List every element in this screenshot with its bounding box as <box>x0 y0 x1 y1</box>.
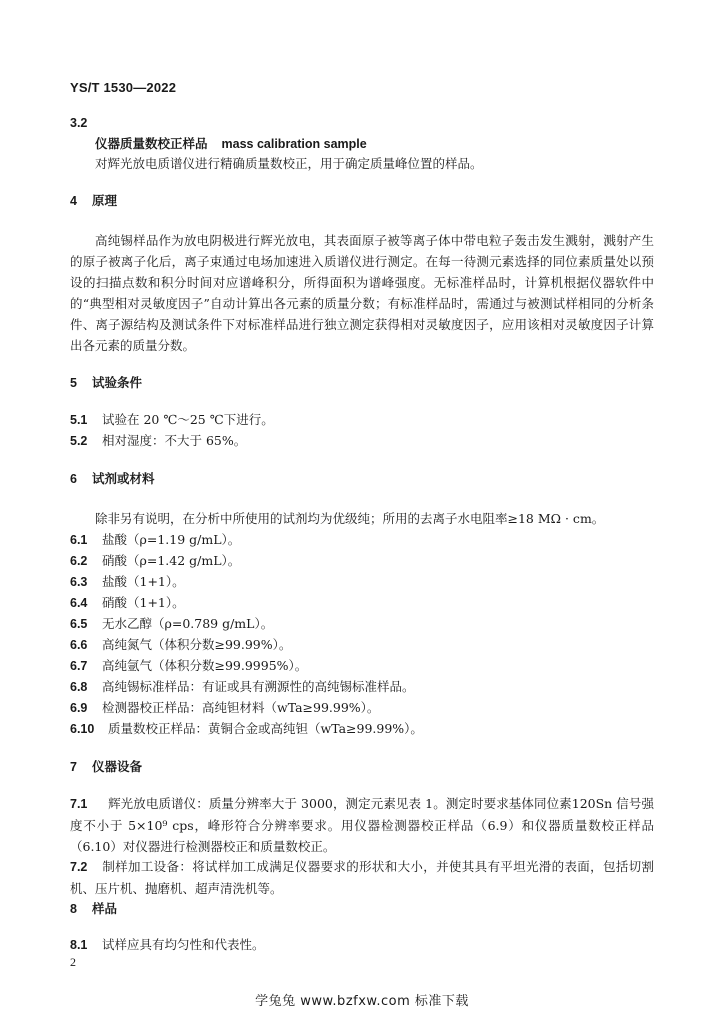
equipment-paragraph: 7.1 辉光放电质谱仪：质量分辨率大于 3000，测定元素见表 1。测定时要求基体同位素120Sn 信号强度不小于 5×10⁹ cps，峰形符合分辨率要求。用仪器检测器校正样品（6.9）和仪器质量数校正样品（6.10）对仪器进行检测器校正和质量数校正。 <box>70 796 654 854</box>
list-item: 6.4 硝酸（1+1）。 <box>70 595 185 610</box>
clause-number: 3.2 <box>70 116 88 130</box>
list-item: 6.2 硝酸（ρ=1.42 g/mL）。 <box>70 553 241 568</box>
principle-paragraph: 高纯锡样品作为放电阴极进行辉光放电，其表面原子被等离子体中带电粒子轰击发生溅射，溅射产生的原子被离子化后，离子束通过电场加速进入质谱仪进行测定。在每一待测元素选择的同位素质量处以预设的扫描点数和积分时间对应谱峰积分，所得面积为谱峰强度。无标准样品时，计算机根据仪器软件中的“典型相对灵敏度因子”自动计算出各元素的质量分数；有标准样品时，需通过与被测试样相同的分析条件、离子源结构及测试条件下对标准样品进行独立测定获得相对灵敏度因子，应用该相对灵敏度因子计算出各元素的质量分数。 <box>70 233 654 353</box>
list-item: 6.7 高纯氩气（体积分数≥99.9995%）。 <box>70 658 308 673</box>
list-item: 6.9 检测器校正样品：高纯钽材料（wTa≥99.99%）。 <box>70 700 380 715</box>
reagent-intro: 除非另有说明，在分析中所使用的试剂均为优级纯；所用的去离子水电阻率≥18 MΩ · cm。 <box>95 511 605 526</box>
section-heading: 4 原理 <box>70 193 118 208</box>
list-item: 5.1 试验在 20 ℃～25 ℃下进行。 <box>70 412 274 427</box>
list-item: 6.10 质量数校正样品：黄铜合金或高纯钽（wTa≥99.99%）。 <box>70 721 423 736</box>
list-item: 6.8 高纯锡标准样品：有证或具有溯源性的高纯锡标准样品。 <box>70 679 415 694</box>
list-item: 6.6 高纯氮气（体积分数≥99.99%）。 <box>70 637 292 652</box>
section-heading: 6 试剂或材料 <box>70 471 155 486</box>
list-item: 6.5 无水乙醇（ρ=0.789 g/mL）。 <box>70 616 274 631</box>
standard-code: YS/T 1530—2022 <box>70 80 177 95</box>
list-item: 6.3 盐酸（1+1）。 <box>70 574 185 589</box>
term-definition: 对辉光放电质谱仪进行精确质量数校正，用于确定质量峰位置的样品。 <box>95 156 483 171</box>
page-number: 2 <box>70 955 76 969</box>
list-item: 5.2 相对湿度：不大于 65%。 <box>70 433 247 448</box>
equipment-paragraph: 7.2 制样加工设备：将试样加工成满足仪器要求的形状和大小，并使其具有平坦光滑的表面，包括切割机、压片机、抛磨机、超声清洗机等。 <box>70 859 654 896</box>
term-title-zh: 仪器质量数校正样品 <box>95 136 208 151</box>
section-heading: 7 仪器设备 <box>70 759 143 774</box>
site-footer: 学兔兔 www.bzfxw.com 标准下载 <box>255 994 469 1009</box>
section-heading: 8 样品 <box>70 901 118 916</box>
list-item: 8.1 试样应具有均匀性和代表性。 <box>70 937 265 952</box>
term-heading <box>95 133 367 155</box>
term-title-en: mass calibration sample <box>221 137 367 151</box>
list-item: 6.1 盐酸（ρ=1.19 g/mL）。 <box>70 532 241 547</box>
section-heading: 5 试验条件 <box>70 375 143 390</box>
